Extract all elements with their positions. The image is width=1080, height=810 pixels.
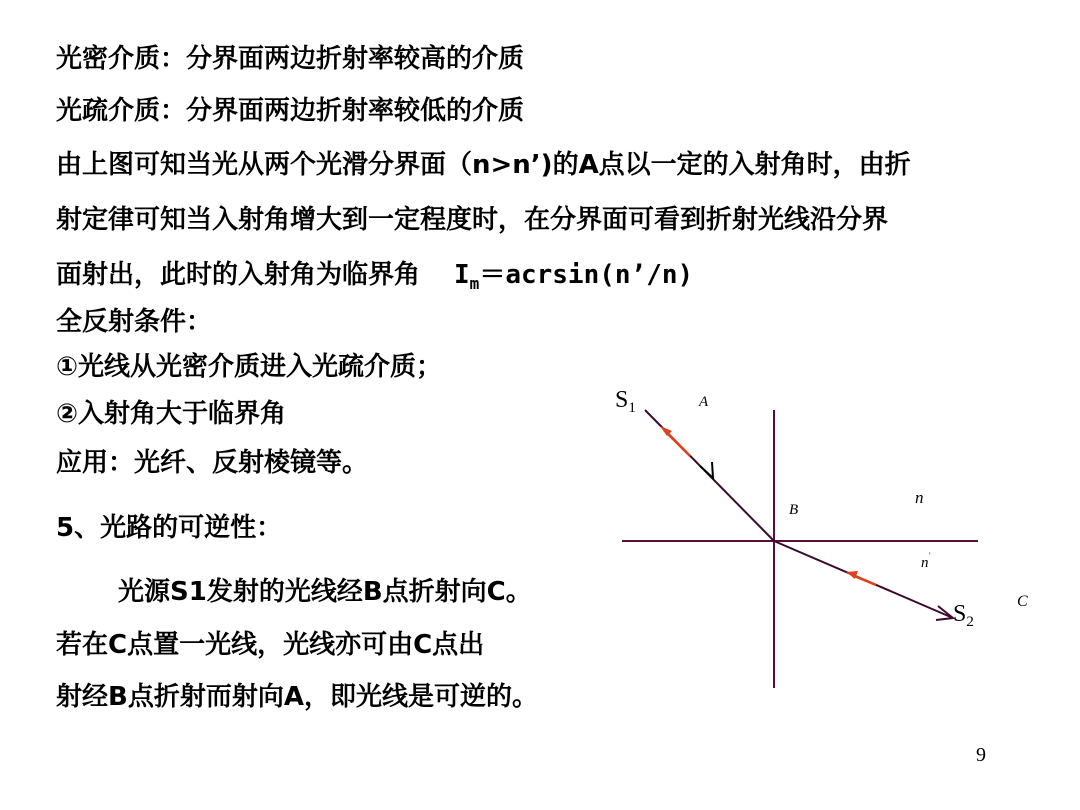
label-n: n — [915, 488, 924, 507]
reverse-arrow-incident — [660, 426, 690, 456]
label-s2: $S_2$ — [953, 601, 974, 630]
text-line-explanation-2: 射定律可知当入射角增大到一定程度时，在分界面可看到折射光线沿分界 — [56, 205, 889, 235]
text-line-applications: 应用：光纤、反射棱镜等。 — [56, 448, 369, 478]
text-line-explanation-1: 由上图可知当光从两个光滑分界面（n>n’)的A点以一定的入射角时，由折 — [56, 150, 911, 180]
label-c: C — [1017, 593, 1028, 610]
label-b: B — [789, 502, 799, 518]
page-number: 9 — [976, 744, 986, 766]
label-a: A — [699, 394, 709, 410]
formula-subscript: m — [469, 274, 480, 294]
formula-symbol: I — [454, 260, 470, 290]
label-s1: $S_1$ — [615, 387, 636, 416]
reverse-arrow-refracted — [846, 571, 876, 585]
text-line-optically-sparse: 光疏介质：分界面两边折射率较低的介质 — [56, 96, 525, 126]
forward-arrow-refracted — [936, 606, 953, 620]
text-line-optically-dense: 光密介质：分界面两边折射率较高的介质 — [56, 44, 525, 74]
text-line-reversibility-1: 光源S1发射的光线经B点折射向C。 — [118, 577, 532, 607]
section-heading-reversibility: 5、光路的可逆性： — [56, 513, 283, 543]
critical-angle-label: 面射出，此时的入射角为临界角 — [56, 260, 421, 290]
text-line-condition-1: ①光线从光密介质进入光疏介质； — [56, 352, 443, 382]
formula-expression: ＝acrsin(n’/n) — [479, 260, 694, 290]
label-n-prime: n' — [921, 551, 931, 571]
text-line-condition-2: ②入射角大于临界角 — [56, 399, 287, 429]
text-line-conditions-title: 全反射条件： — [56, 307, 213, 337]
text-line-reversibility-3: 射经B点折射而射向A，即光线是可逆的。 — [56, 682, 538, 712]
text-line-reversibility-2: 若在C点置一光线，光线亦可由C点出 — [56, 630, 485, 660]
forward-arrow-incident — [700, 462, 713, 478]
